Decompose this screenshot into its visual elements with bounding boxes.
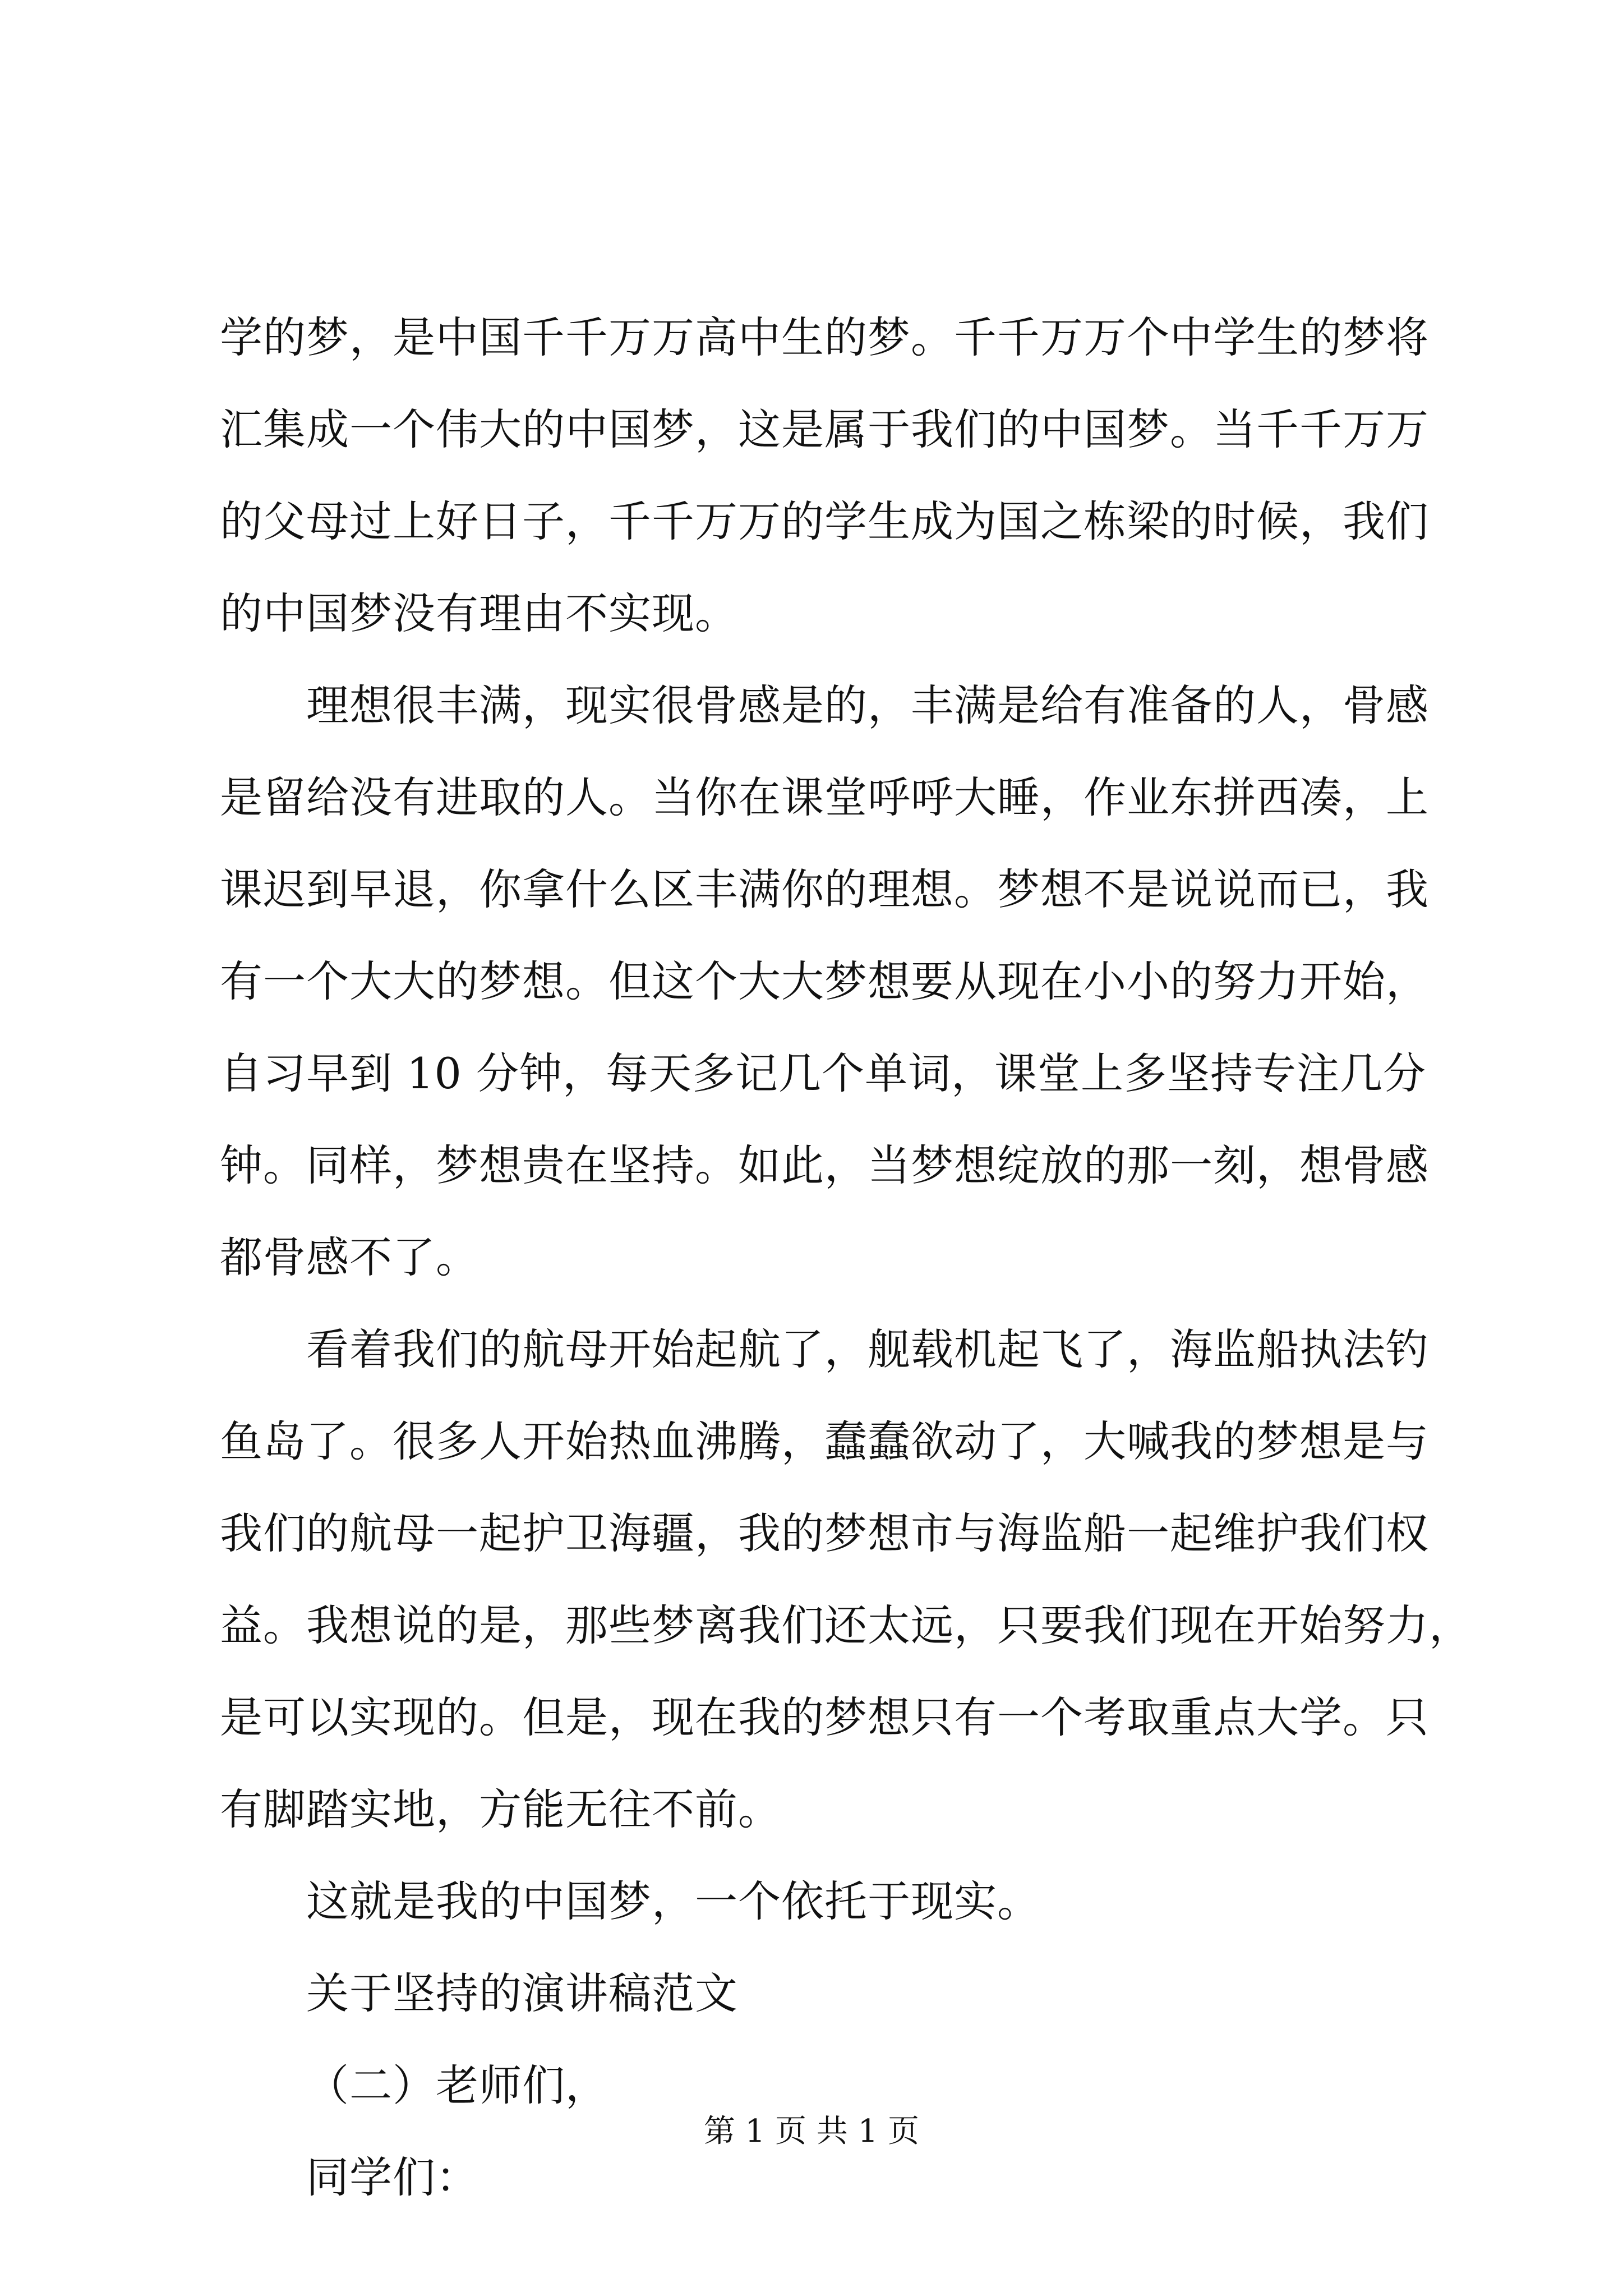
text-line: 是可以实现的。但是，现在我的梦想只有一个考取重点大学。只 xyxy=(220,1692,1429,1742)
text-line: 课迟到早退，你拿什么区丰满你的理想。梦想不是说说而已，我 xyxy=(220,864,1429,914)
text-line: 有一个大大的梦想。但这个大大梦想要从现在小小的努力开始， xyxy=(220,956,1429,1006)
text-line: 益。我想说的是，那些梦离我们还太远，只要我们现在开始努力， xyxy=(220,1600,1472,1650)
text-line: 同学们： xyxy=(306,2152,479,2202)
text-line: （二）老师们， xyxy=(306,2060,608,2110)
page-footer: 第 1 页 共 1 页 xyxy=(703,2113,920,2150)
text-line: 自习早到 10 分钟，每天多记几个单词，课堂上多坚持专注几分 xyxy=(220,1048,1427,1098)
text-line: 有脚踏实地，方能无往不前。 xyxy=(220,1784,781,1834)
text-line: 是留给没有进取的人。当你在课堂呼呼大睡，作业东拼西凑，上 xyxy=(220,772,1429,822)
text-line: 这就是我的中国梦，一个依托于现实。 xyxy=(306,1876,1040,1926)
heading-line: 关于坚持的演讲稿范文 xyxy=(306,1968,738,2018)
text-line: 的父母过上好日子，千千万万的学生成为国之栋梁的时候，我们 xyxy=(220,496,1429,546)
text-line: 我们的航母一起护卫海疆，我的梦想市与海监船一起维护我们权 xyxy=(220,1508,1429,1558)
text-line: 钟。同样，梦想贵在坚持。如此，当梦想绽放的那一刻，想骨感 xyxy=(220,1140,1429,1190)
text-line: 鱼岛了。很多人开始热血沸腾，蠢蠢欲动了，大喊我的梦想是与 xyxy=(220,1416,1429,1466)
text-line: 的中国梦没有理由不实现。 xyxy=(220,588,738,638)
text-line: 汇集成一个伟大的中国梦，这是属于我们的中国梦。当千千万万 xyxy=(220,404,1429,454)
text-line: 理想很丰满，现实很骨感是的，丰满是给有准备的人，骨感 xyxy=(306,680,1429,730)
document-body xyxy=(220,292,1472,2224)
text-line: 都骨感不了。 xyxy=(220,1232,479,1282)
text-line: 看着我们的航母开始起航了，舰载机起飞了，海监船执法钓 xyxy=(306,1324,1429,1374)
text-line: 学的梦，是中国千千万万高中生的梦。千千万万个中学生的梦将 xyxy=(220,312,1429,362)
